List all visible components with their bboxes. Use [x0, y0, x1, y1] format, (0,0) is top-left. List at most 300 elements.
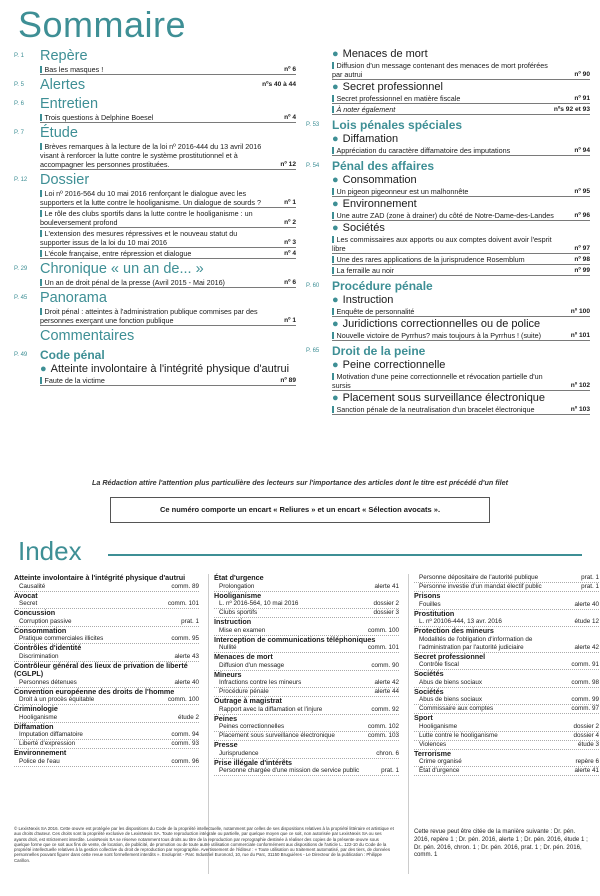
section-heading: Repère [40, 48, 88, 64]
index-ref: comm. 103 [367, 732, 399, 739]
index-entry [14, 653, 199, 662]
entry-number: nº 103 [570, 406, 590, 413]
index-heading: Convention européenne des droits de l'homme [14, 686, 175, 696]
index-heading: Sport [414, 713, 433, 722]
entry-title: Le rôle des clubs sportifs dans la lutte contre le hooliganisme : un bouleversement profond [40, 209, 253, 227]
index-entry [214, 627, 399, 636]
index-term: Crime organisé [419, 758, 462, 765]
page-number: P. 29 [14, 266, 28, 272]
toc-section [306, 117, 590, 156]
index-entry [414, 723, 599, 732]
entry-marker [332, 256, 334, 263]
index-heading: Secret professionnel [414, 651, 486, 661]
bullet-icon: ● [332, 294, 339, 306]
entry-title: Sanction pénale de la neutralisation d'un bracelet électronique [336, 405, 535, 414]
subsection-label: Diffamation [342, 133, 399, 145]
index-term: Liberté d'expression [19, 740, 76, 747]
toc-entry [40, 278, 296, 288]
entry-title: Les commissaires aux apports ou aux comptes doivent avoir l'esprit libre [332, 235, 552, 253]
entry-marker [40, 143, 42, 150]
index-term: Personnes détenues [19, 678, 77, 686]
toc-section [14, 261, 296, 288]
index-ref: prat. 1 [181, 617, 199, 625]
index-heading: Consommation [14, 625, 67, 635]
entry-title: Enquête de personnalité [336, 307, 415, 316]
entry-number: nº 4 [284, 114, 296, 121]
page-number: P. 5 [14, 82, 24, 88]
toc-section [306, 48, 590, 115]
entry-title: Un pigeon pigeonneur est un malhonnête [336, 187, 469, 196]
index-term: Secret [19, 600, 38, 607]
index-entry [414, 583, 599, 592]
index-term: Causalité [19, 582, 46, 590]
section-heading: Pénal des affaires [332, 159, 435, 173]
index-heading: État d'urgence [214, 573, 264, 582]
bullet-icon: ● [332, 133, 339, 145]
index-entry [414, 741, 599, 750]
section-heading: Code pénal [40, 348, 105, 362]
subsection-heading [332, 294, 590, 307]
page-number: P. 45 [14, 295, 28, 301]
index-entry [414, 618, 599, 627]
index-column-1 [14, 574, 199, 767]
section-heading: Chronique « un an de... » [40, 261, 204, 277]
index-heading: Diffamation [14, 721, 54, 731]
subsection-heading [332, 81, 590, 94]
index-ref: alerte 42 [374, 679, 399, 686]
entry-number: nº 1 [284, 199, 296, 206]
entry-marker [40, 250, 42, 257]
entry-marker [332, 188, 334, 195]
toc-entry [332, 405, 590, 415]
entry-number: nº 6 [284, 279, 296, 286]
entry-title: Brèves remarques à la lecture de la loi nº 2016-444 du 13 avril 2016 visant à renforcer la lutte contre le système prostitutionnel et à accompagner les personnes prostituées. [40, 142, 262, 169]
subsection-heading [332, 392, 590, 405]
index-term: Hooliganisme [419, 722, 458, 730]
index-term: Lutte contre le hooliganisme [419, 731, 498, 739]
index-heading: Avocat [14, 590, 38, 600]
bullet-icon: ● [40, 363, 47, 375]
index-entry [214, 706, 399, 715]
index-heading: Interception de communications téléphoniques [214, 634, 376, 644]
entry-marker [40, 377, 42, 384]
section-heading: Étude [40, 125, 78, 141]
sommaire-right-column [306, 48, 590, 417]
entry-marker [332, 62, 334, 69]
toc-entry [332, 235, 590, 254]
index-heading: Instruction [214, 617, 252, 626]
entry-title: Une autre ZAD (zone à drainer) du côté de Notre-Dame-des-Landes [336, 211, 554, 220]
entry-marker [332, 147, 334, 154]
bullet-icon: ● [332, 222, 339, 234]
index-column-2 [214, 574, 399, 776]
entry-marker [40, 308, 42, 315]
toc-section [306, 343, 590, 415]
index-term: Hooliganisme [19, 713, 58, 721]
subsection-label: Secret professionnel [342, 81, 443, 93]
index-entry [414, 732, 599, 741]
index-term: L. nº 20106-444, 13 avr. 2016 [419, 618, 502, 625]
index-term: Infractions contre les mineurs [219, 679, 302, 686]
index-term: Mise en examen [219, 626, 266, 634]
index-ref: étude 3 [577, 740, 599, 748]
entry-number: nº 4 [284, 250, 296, 257]
index-entry [414, 767, 599, 776]
section-heading: Commentaires [40, 328, 135, 344]
index-heading: Terrorisme [414, 748, 452, 758]
index-term: Discrimination [19, 652, 59, 660]
entry-marker [332, 95, 334, 102]
index-term: Contrôle fiscal [419, 661, 459, 668]
index-ref: dossier 4 [573, 731, 599, 739]
toc-section [14, 48, 296, 75]
index-ref: comm. 100 [367, 626, 399, 634]
section-heading: Panorama [40, 290, 107, 306]
index-term: Diffusion d'un message [219, 661, 285, 669]
index-heading: Presse [214, 740, 238, 749]
bullet-icon: ● [332, 359, 339, 371]
toc-entry [40, 209, 296, 228]
index-ref: prat. 1 [581, 574, 599, 581]
index-entry [214, 688, 399, 697]
index-ref: prat. 1 [381, 767, 399, 774]
entry-number: nº 97 [574, 245, 590, 252]
subsection-label: Consommation [342, 174, 417, 186]
index-ref: comm. 95 [171, 635, 199, 642]
entry-marker [332, 106, 334, 113]
toc-entry [332, 372, 590, 391]
index-ref: comm. 91 [571, 661, 599, 668]
subsection-heading [332, 222, 590, 235]
index-heading: Atteinte involontaire à l'intégrité physique d'autrui [14, 573, 186, 582]
index-heading: Sociétés [414, 686, 444, 696]
toc-entry [332, 307, 590, 317]
index-entry [214, 750, 399, 759]
index-entry [214, 600, 399, 609]
index-entry [14, 679, 199, 688]
toc-section [14, 328, 296, 345]
entry-marker [332, 406, 334, 413]
index-term: Clubs sportifs [219, 609, 258, 616]
index-term: Commissaire aux comptes [419, 705, 494, 712]
index-term: Nullité [219, 644, 237, 651]
toc-entry [332, 105, 590, 115]
toc-entry [40, 113, 296, 123]
bullet-icon: ● [332, 392, 339, 404]
toc-entry [332, 61, 590, 80]
index-heading: Prisons [414, 591, 441, 600]
subsection-label: Atteinte involontaire à l'intégrité physique d'autrui [50, 363, 290, 375]
toc-entry [40, 376, 296, 386]
index-heading: Protection des mineurs [414, 626, 494, 635]
index-entry [14, 618, 199, 627]
index-term: Personne investie d'un mandat électif public [419, 583, 542, 590]
index-rule [108, 554, 582, 556]
toc-entry [40, 249, 296, 259]
toc-section [14, 172, 296, 259]
toc-entry [40, 307, 296, 326]
index-entry [214, 732, 399, 741]
index-heading: Prise illégale d'intérêts [214, 757, 293, 767]
entry-marker [332, 267, 334, 274]
entry-number: nº 91 [574, 95, 590, 102]
entry-number: nº 89 [280, 377, 296, 384]
index-entry [414, 705, 599, 714]
entry-marker [332, 373, 334, 380]
entry-title: L'extension des mesures répressives et le nouveau statut du supporter issus de la loi du 10 mai 2016 [40, 229, 238, 247]
entry-marker [332, 236, 334, 243]
index-heading: Criminologie [14, 704, 58, 713]
index-entry [414, 636, 599, 653]
section-heading: Procédure pénale [332, 279, 433, 293]
index-heading: Contrôles d'identité [14, 643, 82, 652]
index-ref: comm. 89 [171, 582, 199, 590]
index-term: Corruption passive [19, 617, 72, 625]
index-term: Personne chargée d'une mission de service public [219, 767, 360, 774]
entry-number: nº 101 [570, 332, 590, 339]
index-heading: Environnement [14, 748, 67, 757]
index-ref: étude 12 [574, 618, 599, 625]
index-term: Fouilles [419, 600, 441, 608]
toc-entry [332, 331, 590, 341]
index-entry [214, 679, 399, 688]
toc-entry [332, 255, 590, 265]
index-term: Procédure pénale [219, 688, 269, 695]
index-ref: comm. 99 [571, 696, 599, 703]
section-heading: Droit de la peine [332, 344, 426, 358]
index-entry [14, 635, 199, 644]
subsection-heading [332, 318, 590, 331]
toc-section [14, 125, 296, 170]
subsection-label: Sociétés [342, 222, 385, 234]
entry-title: Diffusion d'un message contenant des menaces de mort proférées par autrui [332, 61, 548, 79]
index-ref: prat. 1 [581, 583, 599, 590]
index-entry [414, 679, 599, 688]
page-number: P. 1 [14, 53, 24, 59]
index-ref: alerte 41 [374, 582, 399, 590]
entry-marker [332, 212, 334, 219]
subsection-heading [332, 359, 590, 372]
index-term: L. nº 2016-564, 10 mai 2016 [219, 600, 299, 607]
entry-number: nº 94 [574, 147, 590, 154]
entry-number: nº 12 [280, 161, 296, 168]
index-ref: alerte 40 [174, 678, 199, 686]
subsection-heading [332, 48, 590, 61]
entry-marker [40, 210, 42, 217]
index-ref: dossier 3 [373, 609, 399, 616]
index-entry [214, 723, 399, 732]
toc-entry [332, 94, 590, 104]
toc-section [306, 278, 590, 341]
page-number: P. 7 [14, 130, 24, 136]
index-entry [214, 609, 399, 618]
index-ref: comm. 96 [171, 757, 199, 765]
toc-entry [40, 142, 296, 170]
index-entry [414, 696, 599, 705]
index-ref: dossier 2 [373, 600, 399, 607]
entry-title: Un an de droit pénal de la presse (Avril 2015 - Mai 2016) [44, 278, 225, 287]
entry-number: nº 90 [574, 71, 590, 78]
entry-number: nº 102 [570, 382, 590, 389]
entry-title: Faute de la victime [44, 376, 105, 385]
index-ref: comm. 101 [367, 644, 399, 651]
index-term: Rapport avec la diffamation et l'injure [219, 705, 323, 713]
page-number: P. 6 [14, 101, 24, 107]
index-entry [14, 600, 199, 609]
bullet-icon: ● [332, 198, 339, 210]
section-heading: Alertes [40, 77, 86, 93]
index-term: Violences [419, 740, 447, 748]
entry-number: nº 96 [574, 212, 590, 219]
entry-title: À noter également [336, 105, 396, 114]
entry-marker [40, 190, 42, 197]
legal-notice: © LexisNexis SA 2016. Cette œuvre est protégée par les dispositions du Code de la propriété intellectuelle, notamment par celles de ses dispositions relatives à la propriété littéraire et artistique et aux droits d'auteur. Ces droits sont la propriété exclusive de LexisNexis SA. Toute reproduction intégrale ou partielle, par quelque moyen que ce soit, non autorisée par LexisNexis SA ou ses ayants droit, est strictement interdite. LexisNexis SA se réserve notamment tous droits au titre de la reproduction par reprographie destinée à réaliser des copies de la présente œuvre sous quelque forme que ce soit aux fins de vente, de location, de publicité, de promotion ou de toute autre utilisation commerciale conformément aux dispositions de l'article L. 122-10 du Code de la propriété intellectuelle relatives à la gestion collective du droit de reproduction par reprographie. Avertissement de l'éditeur : « Toute utilisation ou traitement automatisé, par des tiers, de données personnelles pouvant figurer dans cette revue sont formellement interdits ». Evoluprint - Parc Industriel Euronord, 10, rue du Parc, 31150 Bruguières - Le Directeur de la publication : Philippe Carillon. [14, 826, 394, 863]
bullet-icon: ● [332, 318, 339, 330]
bullet-icon: ● [332, 48, 339, 60]
entry-title: L'école française, entre répression et dialogue [44, 249, 192, 258]
index-heading: Mineurs [214, 669, 242, 679]
subsection-heading [40, 363, 296, 376]
entry-title: Une des rares applications de la jurisprudence Rosemblum [336, 255, 525, 264]
entry-marker [40, 279, 42, 286]
entry-number: nº 2 [284, 219, 296, 226]
section-heading: Dossier [40, 172, 90, 188]
section-heading: Entretien [40, 96, 99, 112]
entry-number: nº 100 [570, 308, 590, 315]
index-entry [14, 731, 199, 740]
index-heading: Outrage à magistrat [214, 696, 282, 705]
index-heading: Contrôleur général des lieux de privation de liberté (CGLPL) [14, 660, 188, 678]
subsection-label: Peine correctionnelle [342, 359, 446, 371]
page-number: P. 12 [14, 177, 28, 183]
entry-title: Droit pénal : atteintes à l'administration publique commises par des personnes exerçant une fonction publique [40, 307, 258, 325]
section-number: nºs 40 à 44 [262, 81, 296, 88]
index-ref: étude 2 [177, 713, 199, 721]
entry-title: Secret professionnel en matière fiscale [336, 94, 461, 103]
toc-entry [332, 211, 590, 221]
toc-entry [332, 187, 590, 197]
index-heading: Prostitution [414, 608, 455, 618]
index-entry [14, 583, 199, 592]
entry-marker [40, 114, 42, 121]
toc-entry [40, 189, 296, 208]
entry-title: Appréciation du caractère diffamatoire des imputations [336, 146, 511, 155]
index-heading: Concussion [14, 608, 56, 617]
toc-entry [40, 65, 296, 75]
index-ref: comm. 90 [371, 661, 399, 669]
entry-title: Motivation d'une peine correctionnelle et révocation partielle d'un sursis [332, 372, 543, 390]
index-entry [214, 583, 399, 592]
index-term: Placement sous surveillance électronique [219, 732, 335, 739]
subsection-label: Placement sous surveillance électronique [342, 392, 546, 404]
entry-title: Bas les masques ! [44, 65, 104, 74]
entry-marker [40, 66, 42, 73]
index-ref: comm. 100 [167, 696, 199, 703]
page-number: P. 65 [306, 348, 320, 354]
index-heading: Menaces de mort [214, 652, 273, 661]
index-term: Pratique commerciales illicites [19, 635, 104, 642]
index-ref: comm. 101 [167, 600, 199, 607]
index-term: Imputation diffamatoire [19, 731, 83, 738]
toc-section [306, 158, 590, 276]
entry-title: La ferraille au noir [336, 266, 395, 275]
entry-number: nº 3 [284, 239, 296, 246]
index-divider [408, 574, 409, 874]
index-entry [414, 758, 599, 767]
index-entry [414, 661, 599, 670]
subsection-label: Instruction [342, 294, 394, 306]
citation-note: Cette revue peut être citée de la manière suivante : Dr. pén. 2016, repère 1 ; Dr. pén. 2016, alerte 1 ; Dr. pén. 2016, étude 1 ; Dr. pén. 2016, chron. 1 ; Dr. pén. 2016, prat. 1 ; Dr. pén. 2016, comm. 1 [414, 828, 588, 859]
subsection-heading [332, 198, 590, 211]
entry-number: nº 95 [574, 188, 590, 195]
index-heading: Hooliganisme [214, 590, 262, 600]
subsection-label: Juridictions correctionnelles ou de police [342, 318, 541, 330]
subsection-heading [332, 133, 590, 146]
subsection-label: Menaces de mort [342, 48, 428, 60]
toc-entry [332, 266, 590, 276]
entry-title: Trois questions à Delphine Boesel [44, 113, 154, 122]
entry-number: nº 98 [574, 256, 590, 263]
index-term: Modalités de l'obligation d'information de l'administration par l'autorité judiciaire [419, 635, 533, 651]
sommaire-title: Sommaire [18, 4, 187, 45]
index-term: Jurisprudence [219, 749, 259, 757]
index-term: Police de l'eau [19, 757, 60, 765]
toc-section [14, 290, 296, 326]
subsection-label: Environnement [342, 198, 417, 210]
index-term: Abus de biens sociaux [419, 696, 483, 703]
index-term: Abus de biens sociaux [419, 678, 483, 686]
entry-number: nº 6 [284, 66, 296, 73]
toc-entry [40, 229, 296, 248]
index-ref: alerte 43 [174, 652, 199, 660]
index-ref: alerte 41 [574, 767, 599, 774]
index-ref: alerte 42 [574, 643, 599, 651]
index-entry [14, 696, 199, 705]
index-ref: chron. 6 [376, 749, 399, 757]
subsection-heading [332, 174, 590, 187]
index-ref: comm. 97 [571, 705, 599, 712]
encart-box: Ce numéro comporte un encart « Reliures » et un encart « Sélection avocats ». [110, 497, 490, 523]
toc-section [14, 347, 296, 386]
index-term: Personne dépositaire de l'autorité publique [419, 574, 539, 581]
index-heading: Sociétés [414, 669, 444, 678]
toc-section [14, 96, 296, 123]
entry-marker [332, 332, 334, 339]
index-entry [214, 662, 399, 671]
entry-title: Nouvelle victoire de Pyrrhus? mais toujours à la Pyrrhus ! (suite) [336, 331, 542, 340]
bullet-icon: ● [332, 174, 339, 186]
bullet-icon: ● [332, 81, 339, 93]
index-ref: alerte 40 [574, 600, 599, 608]
entry-marker [40, 230, 42, 237]
page-number: P. 53 [306, 122, 320, 128]
sommaire-left-column [14, 48, 296, 388]
entry-number: nº 1 [284, 317, 296, 324]
index-entry [214, 767, 399, 776]
index-term: État d'urgence [419, 767, 460, 774]
index-term: Peines correctionnelles [219, 723, 285, 730]
index-ref: alerte 44 [374, 688, 399, 695]
index-heading: Peines [214, 713, 238, 723]
entry-marker [332, 308, 334, 315]
index-entry [14, 714, 199, 723]
editorial-note: La Rédaction attire l'attention plus particulière des lecteurs sur l'importance des articles dont le titre est précédé d'un filet [91, 478, 509, 487]
index-term: Droit à un procès équitable [19, 696, 95, 703]
index-ref: comm. 98 [571, 678, 599, 686]
index-entry [414, 574, 599, 583]
index-term: Prolongation [219, 582, 255, 590]
entry-number: nºs 92 et 93 [553, 106, 590, 113]
